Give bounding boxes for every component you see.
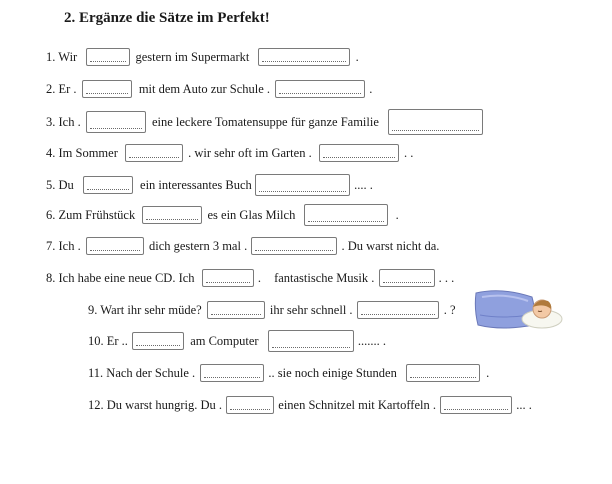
sentence-3-text-a: 3. Ich . <box>46 115 81 130</box>
sentence-12-text-a: 12. Du warst hungrig. Du . <box>88 398 223 413</box>
sentence-6-text-c: . <box>395 208 399 223</box>
sentence-7-text-a: 7. Ich . <box>46 239 81 254</box>
sentence-12 <box>88 392 532 416</box>
answer-box-5a[interactable] <box>83 176 133 194</box>
answer-box-5b[interactable] <box>255 174 350 196</box>
answer-box-4a[interactable] <box>125 144 183 162</box>
sentence-1-text-c: . <box>355 50 359 65</box>
sleeping-person-icon <box>472 285 564 331</box>
sentence-8-text-d: . . . <box>438 271 455 286</box>
answer-box-1b[interactable] <box>258 48 350 66</box>
sentence-11-text-b: .. sie noch einige Stunden <box>268 366 397 381</box>
answer-box-12a[interactable] <box>226 396 274 414</box>
sentence-9-text-b: ihr sehr schnell . <box>269 303 353 318</box>
answer-box-12b[interactable] <box>440 396 512 414</box>
sentence-5-text-c: .... . <box>354 178 373 193</box>
sentence-10 <box>88 328 386 352</box>
sentence-9-text-c: . ? <box>443 303 456 318</box>
sentence-6 <box>46 202 399 226</box>
sentence-12-text-b: einen Schnitzel mit Kartoffeln . <box>278 398 436 413</box>
sentence-7 <box>46 233 439 257</box>
answer-box-7a[interactable] <box>86 237 144 255</box>
sentence-8-text-c: fantastische Musik . <box>274 271 375 286</box>
answer-box-6b[interactable] <box>304 204 388 226</box>
sentence-10-text-a: 10. Er .. <box>88 334 128 349</box>
answer-box-3a[interactable] <box>86 111 146 133</box>
sentence-8-text-b: . <box>257 271 261 286</box>
sentence-12-text-c: ... . <box>516 398 532 413</box>
answer-box-8b[interactable] <box>379 269 435 287</box>
sentence-11-text-a: 11. Nach der Schule . <box>88 366 196 381</box>
sentence-2-text-b: mit dem Auto zur Schule . <box>138 82 271 97</box>
sentence-3 <box>46 109 483 133</box>
sentence-3-text-b: eine leckere Tomatensuppe für ganze Familie <box>151 115 379 130</box>
sentence-9 <box>88 297 456 321</box>
answer-box-2b[interactable] <box>275 80 365 98</box>
answer-box-8a[interactable] <box>202 269 254 287</box>
answer-box-3b[interactable] <box>388 109 483 135</box>
sentence-4-text-c: . . <box>403 146 414 161</box>
sentence-1 <box>46 44 359 68</box>
sentence-2-text-c: . <box>369 82 373 97</box>
sentence-6-text-a: 6. Zum Frühstück <box>46 208 136 223</box>
answer-box-2a[interactable] <box>82 80 132 98</box>
sentence-5-text-a: 5. Du <box>46 178 74 193</box>
sentence-11-text-c: . <box>486 366 490 381</box>
answer-box-4b[interactable] <box>319 144 399 162</box>
sentence-7-text-b: dich gestern 3 mal . <box>148 239 248 254</box>
answer-box-9a[interactable] <box>207 301 265 319</box>
sentence-4-text-a: 4. Im Sommer <box>46 146 118 161</box>
answer-box-7b[interactable] <box>251 237 337 255</box>
answer-box-6a[interactable] <box>142 206 202 224</box>
sentence-10-text-b: am Computer <box>190 334 259 349</box>
answer-box-10a[interactable] <box>132 332 184 350</box>
sentence-2-text-a: 2. Er . <box>46 82 77 97</box>
sentence-4 <box>46 140 413 164</box>
exercise-title: 2. Ergänze die Sätze im Perfekt! <box>64 10 270 26</box>
sentence-11 <box>88 360 489 384</box>
sentence-6-text-b: es ein Glas Milch <box>207 208 296 223</box>
answer-box-11a[interactable] <box>200 364 264 382</box>
answer-box-10b[interactable] <box>268 330 354 352</box>
sentence-8 <box>46 265 454 289</box>
sentence-8-text-a: 8. Ich habe eine neue CD. Ich <box>46 271 195 286</box>
sentence-5-text-b: ein interessantes Buch <box>140 178 252 193</box>
sentence-5 <box>46 172 373 196</box>
answer-box-1a[interactable] <box>86 48 130 66</box>
sentence-1-text-b: gestern im Supermarkt <box>135 50 250 65</box>
sentence-4-text-b: . wir sehr oft im Garten . <box>188 146 312 161</box>
sentence-2 <box>46 76 372 100</box>
sentence-9-text-a: 9. Wart ihr sehr müde? <box>88 303 202 318</box>
answer-box-11b[interactable] <box>406 364 480 382</box>
sentence-10-text-c: ....... . <box>357 334 386 349</box>
sentence-7-text-c: . Du warst nicht da. <box>341 239 440 254</box>
answer-box-9b[interactable] <box>357 301 439 319</box>
sentence-1-text-a: 1. Wir <box>46 50 78 65</box>
